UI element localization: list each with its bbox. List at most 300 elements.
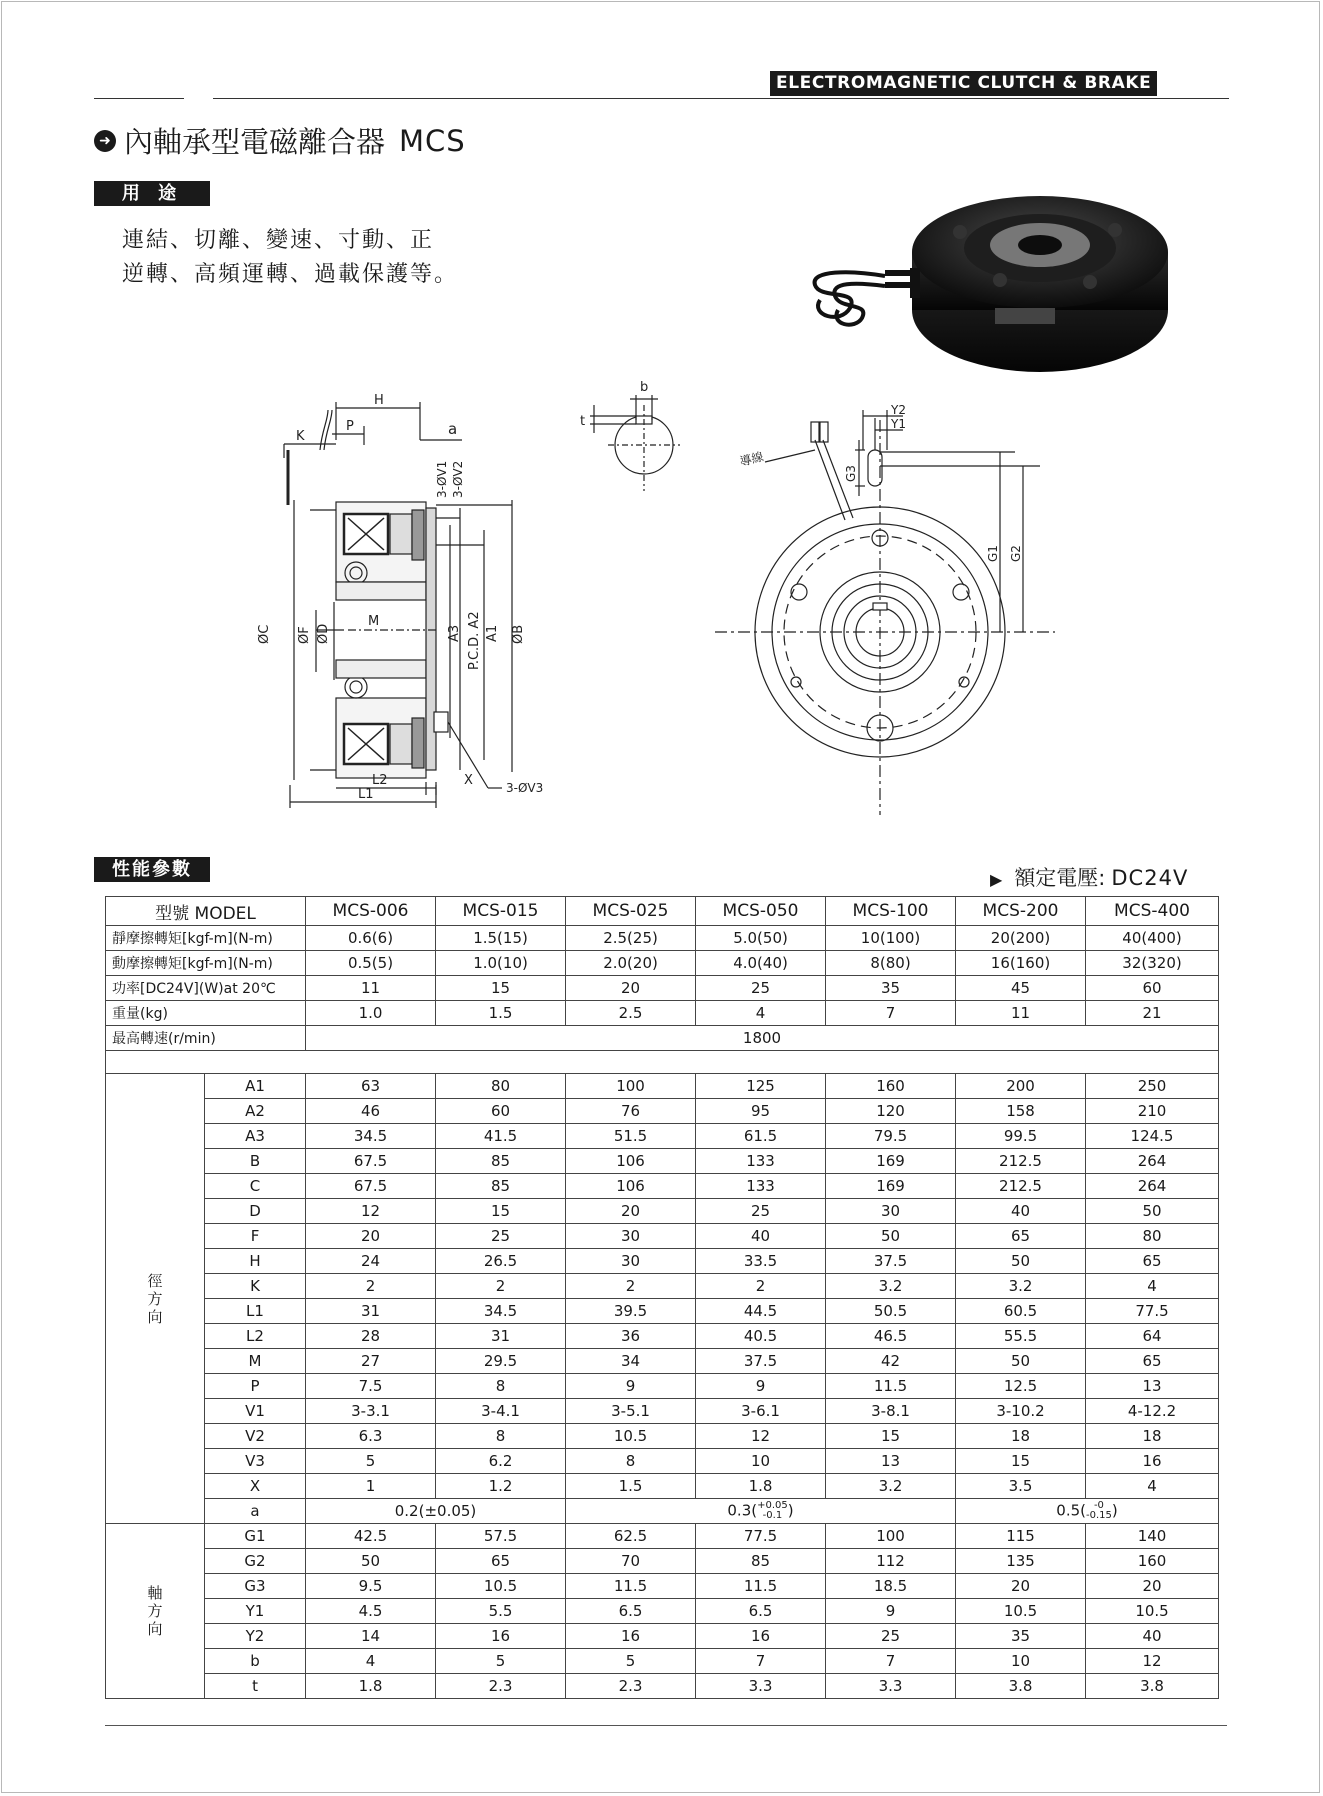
tolerance — [757, 1501, 788, 1521]
radial-row — [106, 1449, 1219, 1474]
dimension-value: 264 — [1086, 1149, 1219, 1174]
radial-row — [106, 1149, 1219, 1174]
dimension-label: L2 — [205, 1324, 306, 1349]
spec-value: 21 — [1086, 1001, 1219, 1026]
dimension-label: Y2 — [205, 1624, 306, 1649]
dimension-value: 5 — [566, 1649, 696, 1674]
dimension-value: 30 — [826, 1199, 956, 1224]
spec-value: 20(200) — [956, 926, 1086, 951]
dimension-value: 25 — [436, 1224, 566, 1249]
dimension-value: 7 — [696, 1649, 826, 1674]
dimension-value: 63 — [306, 1074, 436, 1099]
dimension-value: 8 — [566, 1449, 696, 1474]
a-base: 0.5( — [1056, 1501, 1086, 1520]
dimension-value: 10 — [696, 1449, 826, 1474]
dimension-value: 35 — [956, 1624, 1086, 1649]
spec-value: 15 — [436, 976, 566, 1001]
dimension-value: 3-5.1 — [566, 1399, 696, 1424]
a-end: ) — [1111, 1501, 1118, 1520]
dimension-value: 13 — [1086, 1374, 1219, 1399]
dim-K: K — [296, 429, 305, 444]
dimension-label: a — [205, 1499, 306, 1524]
dim-P: P — [346, 419, 354, 434]
dimension-value: 133 — [696, 1174, 826, 1199]
dimension-value: 140 — [1086, 1524, 1219, 1549]
dimension-value: 65 — [1086, 1349, 1219, 1374]
dimension-value: 4.5 — [306, 1599, 436, 1624]
side-section-drawing — [250, 390, 570, 820]
radial-row — [106, 1424, 1219, 1449]
tol-low: -0.1 — [762, 1510, 783, 1521]
dimension-value: 212.5 — [956, 1149, 1086, 1174]
dimension-value: 65 — [956, 1224, 1086, 1249]
spec-value: 32(320) — [1086, 951, 1219, 976]
dim-t: t — [580, 414, 586, 429]
dim-M: M — [368, 614, 380, 629]
spec-row — [106, 951, 1219, 976]
dimension-value: 20 — [1086, 1574, 1219, 1599]
radial-row — [106, 1099, 1219, 1124]
dimension-value: 15 — [826, 1424, 956, 1449]
spec-value: 2.0(20) — [566, 951, 696, 976]
model-header: MCS-006 — [306, 897, 436, 926]
dimension-label: H — [205, 1249, 306, 1274]
dimension-value: 42 — [826, 1349, 956, 1374]
model-header: MCS-100 — [826, 897, 956, 926]
dimension-value: 16 — [566, 1624, 696, 1649]
speed-value: 1800 — [306, 1026, 1219, 1051]
spec-value: 25 — [696, 976, 826, 1001]
model-header: MCS-200 — [956, 897, 1086, 926]
dimension-label: G3 — [205, 1574, 306, 1599]
a-value-medium — [566, 1499, 956, 1524]
tol-up: -0 — [1093, 1500, 1104, 1511]
dimension-label: V1 — [205, 1399, 306, 1424]
header-rule-left — [94, 98, 184, 99]
dimension-label: D — [205, 1199, 306, 1224]
dimension-value: 3.8 — [956, 1674, 1086, 1699]
product-photo — [790, 190, 1175, 380]
spec-value: 7 — [826, 1001, 956, 1026]
dimension-value: 124.5 — [1086, 1124, 1219, 1149]
spec-value: 16(160) — [956, 951, 1086, 976]
dimension-value: 2.3 — [566, 1674, 696, 1699]
dimension-value: 112 — [826, 1549, 956, 1574]
dimension-value: 169 — [826, 1174, 956, 1199]
spec-value: 1.0 — [306, 1001, 436, 1026]
dimension-value: 80 — [436, 1074, 566, 1099]
model-header: MCS-050 — [696, 897, 826, 926]
spec-label: 靜摩擦轉矩[kgf-m](N-m) — [106, 926, 306, 951]
dimension-value: 160 — [826, 1074, 956, 1099]
dimension-value: 50 — [306, 1549, 436, 1574]
radial-group-label: 徑 方 向 — [106, 1074, 205, 1524]
dimension-value: 3.2 — [826, 1474, 956, 1499]
dimension-label: V3 — [205, 1449, 306, 1474]
table-header-row — [106, 897, 1219, 926]
dimension-value: 20 — [956, 1574, 1086, 1599]
radial-row — [106, 1324, 1219, 1349]
dimension-value: 3.3 — [826, 1674, 956, 1699]
dimension-value: 18 — [956, 1424, 1086, 1449]
a-value-small: 0.2(±0.05) — [306, 1499, 566, 1524]
spec-value: 40(400) — [1086, 926, 1219, 951]
axial-group-label: 軸 方 向 — [106, 1524, 205, 1699]
dim-A1: A1 — [485, 624, 500, 642]
dimension-value: 16 — [436, 1624, 566, 1649]
spec-value: 4 — [696, 1001, 826, 1026]
dimension-value: 2.3 — [436, 1674, 566, 1699]
dimension-value: 55.5 — [956, 1324, 1086, 1349]
dimension-value: 42.5 — [306, 1524, 436, 1549]
dimension-value: 79.5 — [826, 1124, 956, 1149]
dimension-value: 25 — [696, 1199, 826, 1224]
dimension-value: 20 — [306, 1224, 436, 1249]
dimension-value: 11.5 — [826, 1374, 956, 1399]
dimension-value: 9.5 — [306, 1574, 436, 1599]
tol-up: +0.05 — [757, 1500, 788, 1511]
dimension-value: 10.5 — [956, 1599, 1086, 1624]
dimension-value: 18.5 — [826, 1574, 956, 1599]
spec-value: 10(100) — [826, 926, 956, 951]
dim-L2: L2 — [372, 773, 388, 788]
dimension-value: 14 — [306, 1624, 436, 1649]
dimension-value: 67.5 — [306, 1174, 436, 1199]
spec-value: 4.0(40) — [696, 951, 826, 976]
dimension-value: 77.5 — [696, 1524, 826, 1549]
dimension-label: C — [205, 1174, 306, 1199]
dimension-value: 11.5 — [696, 1574, 826, 1599]
radial-row — [106, 1224, 1219, 1249]
dim-V2: 3-ØV2 — [451, 460, 465, 498]
dimension-value: 7.5 — [306, 1374, 436, 1399]
dimension-value: 6.5 — [696, 1599, 826, 1624]
dimension-value: 210 — [1086, 1099, 1219, 1124]
keyway-drawing — [560, 375, 700, 495]
axial-row — [106, 1674, 1219, 1699]
a-end: ) — [787, 1501, 794, 1520]
brand-banner: ELECTROMAGNETIC CLUTCH & BRAKE — [770, 71, 1157, 96]
dimension-value: 212.5 — [956, 1174, 1086, 1199]
a-base: 0.3( — [727, 1501, 758, 1520]
lead-wire-label: 導線 — [738, 449, 766, 469]
dimension-label: B — [205, 1149, 306, 1174]
dimension-value: 85 — [436, 1174, 566, 1199]
dimension-value: 7 — [826, 1649, 956, 1674]
dimension-value: 40 — [956, 1199, 1086, 1224]
dimension-value: 40.5 — [696, 1324, 826, 1349]
dimension-value: 24 — [306, 1249, 436, 1274]
tolerance — [1086, 1501, 1112, 1521]
radial-row — [106, 1199, 1219, 1224]
spec-row — [106, 1001, 1219, 1026]
dimension-value: 37.5 — [696, 1349, 826, 1374]
dimension-value: 46 — [306, 1099, 436, 1124]
radial-row — [106, 1399, 1219, 1424]
axial-row — [106, 1524, 1219, 1549]
spec-label: 重量(kg) — [106, 1001, 306, 1026]
blank-cell — [106, 1051, 1219, 1074]
dimension-value: 65 — [436, 1549, 566, 1574]
dim-PCD: P.C.D. A2 — [467, 611, 482, 670]
dimension-value: 77.5 — [1086, 1299, 1219, 1324]
dim-V3: 3-ØV3 — [506, 781, 544, 795]
dimension-value: 6.2 — [436, 1449, 566, 1474]
dimension-value: 10 — [956, 1649, 1086, 1674]
dimension-value: 13 — [826, 1449, 956, 1474]
dimension-value: 85 — [436, 1149, 566, 1174]
dimension-value: 62.5 — [566, 1524, 696, 1549]
dimension-label: b — [205, 1649, 306, 1674]
page-title — [94, 120, 466, 161]
spec-row — [106, 926, 1219, 951]
radial-row — [106, 1074, 1219, 1099]
dimension-label: X — [205, 1474, 306, 1499]
dimension-value: 36 — [566, 1324, 696, 1349]
dimension-value: 10.5 — [436, 1574, 566, 1599]
dim-L1: L1 — [358, 787, 374, 802]
dimension-label: V2 — [205, 1424, 306, 1449]
rated-voltage — [990, 862, 1188, 892]
dimension-value: 26.5 — [436, 1249, 566, 1274]
dimension-label: G2 — [205, 1549, 306, 1574]
dimension-value: 76 — [566, 1099, 696, 1124]
dimension-value: 106 — [566, 1174, 696, 1199]
dimension-value: 16 — [696, 1624, 826, 1649]
dimension-value: 70 — [566, 1549, 696, 1574]
spec-value: 8(80) — [826, 951, 956, 976]
dimension-value: 125 — [696, 1074, 826, 1099]
dimension-value: 57.5 — [436, 1524, 566, 1549]
spec-value: 11 — [956, 1001, 1086, 1026]
dimension-value: 250 — [1086, 1074, 1219, 1099]
dimension-value: 12 — [696, 1424, 826, 1449]
dimension-label: L1 — [205, 1299, 306, 1324]
dimension-value: 60.5 — [956, 1299, 1086, 1324]
dimension-value: 50 — [1086, 1199, 1219, 1224]
dimension-value: 4-12.2 — [1086, 1399, 1219, 1424]
dimension-value: 40 — [696, 1224, 826, 1249]
title-model: MCS — [399, 123, 466, 158]
dimension-value: 200 — [956, 1074, 1086, 1099]
dimension-value: 99.5 — [956, 1124, 1086, 1149]
speed-row — [106, 1026, 1219, 1051]
dimension-value: 15 — [436, 1199, 566, 1224]
dimension-value: 8 — [436, 1424, 566, 1449]
dimension-value: 2 — [436, 1274, 566, 1299]
front-view-drawing — [715, 400, 1065, 820]
dimension-value: 133 — [696, 1149, 826, 1174]
dimension-value: 25 — [826, 1624, 956, 1649]
speed-label: 最高轉速(r/min) — [106, 1026, 306, 1051]
dimension-value: 169 — [826, 1149, 956, 1174]
usage-tag: 用 途 — [94, 181, 210, 206]
dimension-value: 1.5 — [566, 1474, 696, 1499]
voltage-value: DC24V — [1111, 866, 1189, 890]
dim-C: ØC — [257, 624, 272, 644]
dimension-value: 61.5 — [696, 1124, 826, 1149]
dimension-value: 40 — [1086, 1624, 1219, 1649]
dimension-value: 3-8.1 — [826, 1399, 956, 1424]
dimension-value: 95 — [696, 1099, 826, 1124]
dimension-value: 37.5 — [826, 1249, 956, 1274]
dimension-value: 115 — [956, 1524, 1086, 1549]
dim-B: ØB — [511, 624, 526, 644]
dimension-value: 16 — [1086, 1449, 1219, 1474]
dimension-value: 50 — [826, 1224, 956, 1249]
title-text: 內軸承型電磁離合器 — [124, 125, 386, 159]
voltage-label: 額定電壓: — [1014, 866, 1106, 890]
dimension-value: 30 — [566, 1249, 696, 1274]
dim-F: ØF — [297, 626, 312, 644]
dimension-value: 46.5 — [826, 1324, 956, 1349]
radial-row — [106, 1474, 1219, 1499]
dimension-value: 4 — [1086, 1274, 1219, 1299]
radial-row — [106, 1374, 1219, 1399]
dimension-label: A3 — [205, 1124, 306, 1149]
dimension-value: 80 — [1086, 1224, 1219, 1249]
spec-value: 45 — [956, 976, 1086, 1001]
dimension-value: 4 — [306, 1649, 436, 1674]
dimension-value: 3-3.1 — [306, 1399, 436, 1424]
dimension-value: 3.5 — [956, 1474, 1086, 1499]
model-header-cell: 型號 MODEL — [106, 897, 306, 926]
dimension-value: 11.5 — [566, 1574, 696, 1599]
radial-row — [106, 1299, 1219, 1324]
dimension-value: 1.8 — [696, 1474, 826, 1499]
dimension-value: 6.5 — [566, 1599, 696, 1624]
a-value-large — [956, 1499, 1219, 1524]
dimension-value: 3.2 — [956, 1274, 1086, 1299]
dimension-value: 29.5 — [436, 1349, 566, 1374]
dimension-value: 10.5 — [1086, 1599, 1219, 1624]
dimension-label: A1 — [205, 1074, 306, 1099]
dimension-label: K — [205, 1274, 306, 1299]
axial-row — [106, 1549, 1219, 1574]
axial-row — [106, 1649, 1219, 1674]
arrow-right-icon: ➜ — [94, 130, 116, 152]
spec-table-body — [106, 897, 1219, 1699]
dimension-value: 3.2 — [826, 1274, 956, 1299]
dimension-value: 44.5 — [696, 1299, 826, 1324]
dimension-value: 3.8 — [1086, 1674, 1219, 1699]
dimension-label: A2 — [205, 1099, 306, 1124]
header-rule-right — [213, 98, 1229, 99]
dimension-value: 264 — [1086, 1174, 1219, 1199]
spec-value: 20 — [566, 976, 696, 1001]
dim-G1: G1 — [986, 545, 1000, 562]
model-header: MCS-400 — [1086, 897, 1219, 926]
spec-table — [105, 896, 1219, 1699]
dimension-value: 9 — [826, 1599, 956, 1624]
spec-value: 60 — [1086, 976, 1219, 1001]
spec-value: 2.5(25) — [566, 926, 696, 951]
dimension-value: 1.2 — [436, 1474, 566, 1499]
spec-value: 5.0(50) — [696, 926, 826, 951]
dimension-value: 50.5 — [826, 1299, 956, 1324]
dimension-value: 67.5 — [306, 1149, 436, 1174]
dimension-label: t — [205, 1674, 306, 1699]
dimension-value: 20 — [566, 1199, 696, 1224]
spec-value: 2.5 — [566, 1001, 696, 1026]
dimension-value: 6.3 — [306, 1424, 436, 1449]
spec-value: 1.5(15) — [436, 926, 566, 951]
dimension-value: 31 — [436, 1324, 566, 1349]
dimension-value: 5.5 — [436, 1599, 566, 1624]
spec-label: 動摩擦轉矩[kgf-m](N-m) — [106, 951, 306, 976]
dimension-value: 18 — [1086, 1424, 1219, 1449]
dimension-value: 1 — [306, 1474, 436, 1499]
spec-value: 1.5 — [436, 1001, 566, 1026]
model-header: MCS-015 — [436, 897, 566, 926]
dimension-value: 15 — [956, 1449, 1086, 1474]
performance-tag: 性能參數 — [94, 857, 210, 882]
dimension-label: M — [205, 1349, 306, 1374]
dimension-value: 41.5 — [436, 1124, 566, 1149]
dim-V1: 3-ØV1 — [435, 460, 449, 498]
dimension-value: 31 — [306, 1299, 436, 1324]
dimension-value: 106 — [566, 1149, 696, 1174]
dim-Y2: Y2 — [891, 403, 906, 417]
dimension-value: 39.5 — [566, 1299, 696, 1324]
dimension-value: 51.5 — [566, 1124, 696, 1149]
dimension-value: 12 — [306, 1199, 436, 1224]
axial-row — [106, 1624, 1219, 1649]
triangle-right-icon: ▶ — [990, 870, 1003, 889]
dim-G3: G3 — [844, 465, 858, 482]
dimension-value: 50 — [956, 1349, 1086, 1374]
dimension-value: 50 — [956, 1249, 1086, 1274]
usage-line-1: 連結、切離、變速、寸動、正 — [122, 228, 435, 253]
dimension-value: 3-6.1 — [696, 1399, 826, 1424]
radial-row — [106, 1249, 1219, 1274]
radial-row — [106, 1124, 1219, 1149]
dimension-label: Y1 — [205, 1599, 306, 1624]
usage-line-2: 逆轉、高頻運轉、過載保護等。 — [122, 262, 459, 287]
dimension-label: P — [205, 1374, 306, 1399]
dim-a: a — [448, 420, 458, 438]
dimension-value: 4 — [1086, 1474, 1219, 1499]
dimension-value: 5 — [306, 1449, 436, 1474]
dimension-value: 2 — [566, 1274, 696, 1299]
radial-row — [106, 1174, 1219, 1199]
dimension-value: 64 — [1086, 1324, 1219, 1349]
usage-text — [122, 224, 458, 292]
dim-D: ØD — [316, 623, 331, 644]
dimension-value: 160 — [1086, 1549, 1219, 1574]
dimension-value: 28 — [306, 1324, 436, 1349]
bottom-rule — [105, 1725, 1227, 1726]
dimension-value: 60 — [436, 1099, 566, 1124]
dimension-value: 85 — [696, 1549, 826, 1574]
radial-row — [106, 1349, 1219, 1374]
dimension-value: 3-10.2 — [956, 1399, 1086, 1424]
dimension-value: 34.5 — [436, 1299, 566, 1324]
dim-Y1: Y1 — [891, 417, 906, 431]
spec-value: 0.5(5) — [306, 951, 436, 976]
dimension-value: 10.5 — [566, 1424, 696, 1449]
dimension-value: 100 — [566, 1074, 696, 1099]
spec-value: 11 — [306, 976, 436, 1001]
dimension-value: 65 — [1086, 1249, 1219, 1274]
dimension-value: 34 — [566, 1349, 696, 1374]
spec-value: 1.0(10) — [436, 951, 566, 976]
dimension-value: 120 — [826, 1099, 956, 1124]
spec-value: 0.6(6) — [306, 926, 436, 951]
dimension-value: 27 — [306, 1349, 436, 1374]
dimension-value: 3.3 — [696, 1674, 826, 1699]
dim-X: X — [464, 773, 473, 788]
